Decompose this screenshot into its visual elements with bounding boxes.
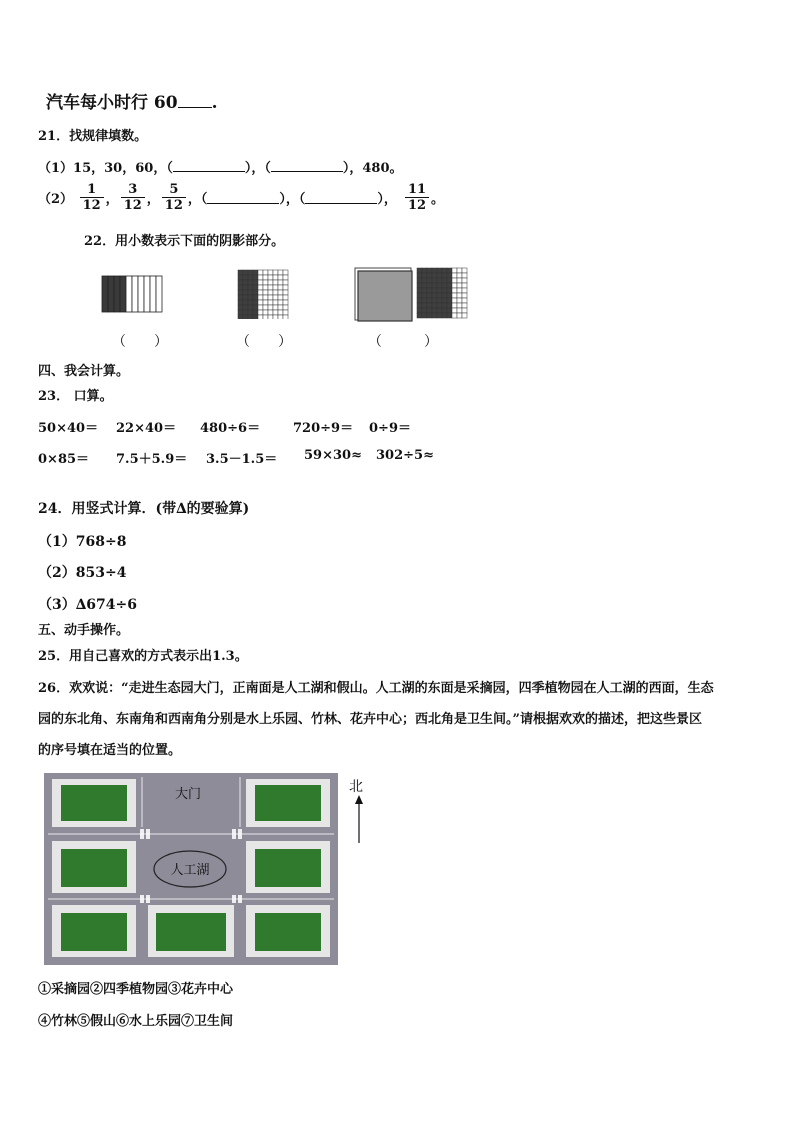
hundredth-cell: [258, 270, 263, 275]
hundredth-cell: [427, 298, 432, 303]
hundredth-cell: [437, 273, 442, 278]
hundredth-cell: [238, 280, 243, 285]
hundredth-cell: [457, 298, 462, 303]
hundredth-cell: [278, 310, 283, 315]
hundredth-cell: [452, 298, 457, 303]
hundredths-grid-figure: [237, 269, 289, 319]
hundredth-cell: [283, 270, 288, 275]
hundredth-cell: [273, 305, 278, 310]
q21-title: 21．找规律填数。: [38, 129, 148, 144]
hundredth-cell: [283, 305, 288, 310]
hundredth-cell: [273, 290, 278, 295]
tenth-cell: [150, 276, 156, 312]
paren-separator: ），（: [279, 192, 306, 207]
hundredth-cell: [462, 278, 467, 283]
hundredth-cell: [437, 293, 442, 298]
hundredth-cell: [422, 303, 427, 308]
tenth-cell: [126, 276, 132, 312]
hundredth-cell: [258, 305, 263, 310]
hundredth-cell: [268, 285, 273, 290]
answer-blank[interactable]: [173, 159, 245, 172]
q22-answer-3[interactable]: （ ）: [368, 334, 438, 350]
hundredth-cell: [268, 315, 273, 319]
hundredth-cell: [427, 293, 432, 298]
hundredth-cell: [427, 313, 432, 318]
hundredth-cell: [273, 270, 278, 275]
hundredth-cell: [238, 285, 243, 290]
tenth-cell: [120, 276, 126, 312]
hundredth-cell: [273, 295, 278, 300]
hundredth-cell: [432, 278, 437, 283]
hundredth-cell: [457, 268, 462, 273]
hundredth-cell: [243, 270, 248, 275]
hundredth-cell: [432, 303, 437, 308]
hundredth-cell: [268, 310, 273, 315]
q20-tail: [46, 88, 218, 113]
hundredth-cell: [447, 283, 452, 288]
hundredth-cell: [427, 268, 432, 273]
hundredth-cell: [437, 298, 442, 303]
hundredth-cell: [442, 278, 447, 283]
q24-item-3: （3）∆674÷6: [38, 597, 137, 613]
hundredth-cell: [462, 303, 467, 308]
hundredth-cell: [442, 293, 447, 298]
q21-part1: [38, 157, 403, 176]
hundredth-cell: [278, 285, 283, 290]
hundredth-cell: [442, 283, 447, 288]
hundredth-cell: [427, 288, 432, 293]
hundredth-cell: [248, 285, 253, 290]
hundredth-cell: [452, 303, 457, 308]
park-block-west[interactable]: [52, 841, 136, 893]
hundredth-cell: [268, 300, 273, 305]
hundredth-cell: [417, 313, 422, 318]
oral-calc-item: 0×85＝: [38, 452, 90, 467]
option-rockery: ⑤假山: [77, 1014, 117, 1029]
hundredth-cell: [432, 273, 437, 278]
option-water-park: ⑥水上乐园: [116, 1014, 182, 1029]
hundredth-cell: [283, 285, 288, 290]
hundredth-cell: [457, 278, 462, 283]
hundredth-cell: [273, 285, 278, 290]
hundredth-cell: [437, 288, 442, 293]
hundredth-cell: [283, 310, 288, 315]
option-bamboo: ④竹林: [38, 1014, 78, 1029]
hundredth-cell: [248, 275, 253, 280]
hundredth-cell: [258, 290, 263, 295]
fraction: [162, 182, 186, 213]
hundredth-cell: [442, 303, 447, 308]
q21-part1-seq: 15，30，60，: [73, 161, 167, 176]
answer-blank[interactable]: [207, 191, 279, 204]
hundredth-cell: [442, 298, 447, 303]
hundredth-cell: [253, 295, 258, 300]
paren-separator: ），（: [244, 161, 271, 176]
hundredth-cell: [258, 280, 263, 285]
hundredth-cell: [462, 313, 467, 318]
hundredth-cell: [432, 283, 437, 288]
hundredth-cell: [253, 300, 258, 305]
hundredth-cell: [422, 268, 427, 273]
hundredth-cell: [452, 268, 457, 273]
answer-blank[interactable]: [271, 159, 343, 172]
hundredth-cell: [452, 273, 457, 278]
north-arrow-icon: [352, 795, 366, 845]
hundredth-cell: [283, 315, 288, 319]
hundredth-cell: [417, 288, 422, 293]
hundredth-cell: [452, 288, 457, 293]
park-block-east[interactable]: [246, 841, 330, 893]
hundredth-cell: [417, 268, 422, 273]
hundredth-cell: [263, 280, 268, 285]
gate-label: 大门: [174, 787, 202, 802]
hundredth-cell: [278, 270, 283, 275]
hundredth-cell: [258, 295, 263, 300]
hundredth-cell: [457, 288, 462, 293]
oral-calc-item: 720÷9＝: [293, 421, 354, 436]
tenth-cell: [114, 276, 120, 312]
hundredth-cell: [457, 273, 462, 278]
option-restroom: ⑦卫生间: [181, 1014, 234, 1029]
hundredth-cell: [253, 315, 258, 319]
hundredth-cell: [278, 275, 283, 280]
hundredth-cell: [268, 290, 273, 295]
hundredth-cell: [253, 275, 258, 280]
hundredth-cell: [457, 313, 462, 318]
hundredth-cell: [238, 305, 243, 310]
hundredth-cell: [248, 280, 253, 285]
q24-item-2: （2）853÷4: [38, 565, 127, 581]
hundredth-cell: [243, 315, 248, 319]
q21-part2-label: （2）: [38, 192, 74, 207]
hundredth-cell: [243, 300, 248, 305]
hundredth-cell: [278, 300, 283, 305]
hundredth-cell: [457, 308, 462, 313]
hundredth-cell: [462, 293, 467, 298]
hundredth-cell: [452, 313, 457, 318]
hundredth-cell: [248, 295, 253, 300]
q26-line-1: 26．欢欢说：“走进生态园大门，正南面是人工湖和假山。人工湖的东面是采摘园，四季植物园在人工湖的西面，生态: [38, 681, 714, 696]
hundredth-cell: [417, 283, 422, 288]
hundredth-cell: [447, 273, 452, 278]
hundredth-cell: [432, 313, 437, 318]
q26-options-row-1: [38, 978, 233, 997]
q21-part1-label: （1）: [38, 161, 74, 176]
hundredth-cell: [442, 268, 447, 273]
park-block-northeast[interactable]: [246, 779, 330, 827]
hundredth-cell: [447, 288, 452, 293]
q26-line-2: 园的东北角、东南角和西南角分别是水上乐园、竹林、花卉中心；西北角是卫生间。”请根据欢欢的描述，把这些景区: [38, 712, 702, 727]
hundredth-cell: [258, 315, 263, 319]
hundredth-cell: [248, 300, 253, 305]
fraction-numerator: 5: [162, 182, 186, 198]
hundredth-cell: [253, 310, 258, 315]
answer-blank[interactable]: [305, 191, 377, 204]
hundredth-cell: [437, 268, 442, 273]
hundredth-cell: [243, 285, 248, 290]
hundredth-cell: [273, 280, 278, 285]
q21-part2: （2） $\frac{1}{12}$ ， $\frac{3}{12}$ ， $\frac{5}{12}$ ，（ ），（ ）， $\frac{11}{12}$ 。: [38, 182, 445, 213]
hundredth-cell: [268, 295, 273, 300]
hundredth-cell: [447, 268, 452, 273]
park-block-south[interactable]: [148, 905, 234, 957]
option-four-seasons-garden: ②四季植物园: [90, 982, 169, 997]
hundredth-cell: [427, 273, 432, 278]
fraction: [80, 182, 104, 213]
hundredth-cell: [263, 285, 268, 290]
q23-title: 23． 口算。: [38, 389, 113, 404]
tenth-cell: [138, 276, 144, 312]
oral-calc-item: 50×40＝: [38, 421, 99, 436]
hundredth-cell: [452, 293, 457, 298]
hundredth-cell: [243, 275, 248, 280]
hundredth-cell: [417, 298, 422, 303]
hundredth-cell: [422, 298, 427, 303]
hundredth-cell: [283, 295, 288, 300]
hundredth-cell: [268, 305, 273, 310]
hundredth-cell: [427, 283, 432, 288]
hundredth-cell: [422, 308, 427, 313]
hundredth-cell: [238, 270, 243, 275]
hundredth-cell: [263, 295, 268, 300]
q26-line-3: 的序号填在适当的位置。: [38, 743, 182, 758]
hundredth-cell: [417, 273, 422, 278]
hundredth-cell: [263, 290, 268, 295]
hundredth-cell: [437, 278, 442, 283]
fraction-denominator: 12: [82, 198, 101, 213]
hundredth-cell: [442, 313, 447, 318]
hundredth-cell: [437, 308, 442, 313]
hundredth-cell: [447, 278, 452, 283]
hundredth-cell: [258, 310, 263, 315]
whole-plus-grid-figure: [353, 267, 471, 323]
hundredth-cell: [253, 290, 258, 295]
hundredth-cell: [273, 315, 278, 319]
hundredth-cell: [238, 290, 243, 295]
hundredth-cell: [432, 293, 437, 298]
hundredth-cell: [437, 303, 442, 308]
oral-calc-item: 302÷5≈: [376, 448, 434, 463]
hundredth-cell: [437, 313, 442, 318]
hundredth-cell: [253, 270, 258, 275]
hundredth-cell: [422, 288, 427, 293]
hundredth-cell: [273, 310, 278, 315]
hundredth-cell: [442, 308, 447, 313]
hundredth-cell: [462, 288, 467, 293]
fraction: [121, 182, 145, 213]
paren-open: ，（: [187, 192, 208, 207]
hundredth-cell: [238, 315, 243, 319]
hundredth-cell: [447, 293, 452, 298]
oral-calc-item: 480÷6＝: [200, 421, 261, 436]
hundredth-cell: [432, 308, 437, 313]
hundredth-cell: [278, 315, 283, 319]
hundredth-cell: [462, 283, 467, 288]
hundredth-cell: [462, 268, 467, 273]
hundredth-cell: [447, 303, 452, 308]
oral-calc-item: 3.5－1.5＝: [206, 452, 278, 467]
hundredth-cell: [422, 278, 427, 283]
oral-calc-item: 7.5＋5.9＝: [116, 452, 188, 467]
q26-options-row-2: [38, 1010, 233, 1029]
hundredth-cell: [248, 270, 253, 275]
tenth-cell: [102, 276, 108, 312]
hundredth-cell: [457, 303, 462, 308]
hundredth-cell: [283, 280, 288, 285]
tenth-cell: [144, 276, 150, 312]
hundredth-cell: [263, 300, 268, 305]
hundredth-cell: [462, 308, 467, 313]
whole-square-shaded: [358, 271, 412, 321]
oral-calc-item: 0÷9＝: [369, 421, 411, 436]
q24-title: 24．用竖式计算．(带∆的要验算): [38, 501, 250, 517]
hundredth-cell: [432, 288, 437, 293]
section-5-title: 五、动手操作。: [38, 623, 130, 638]
hundredth-cell: [457, 283, 462, 288]
q22-answer-1[interactable]: （ ）: [112, 334, 168, 350]
hundredth-cell: [253, 280, 258, 285]
paren-close: ），480。: [342, 161, 403, 176]
hundredth-cell: [243, 280, 248, 285]
hundredth-cell: [258, 300, 263, 305]
fraction-numerator: 11: [405, 182, 429, 198]
hundredth-cell: [248, 310, 253, 315]
hundredth-cell: [238, 300, 243, 305]
hundredth-cell: [442, 288, 447, 293]
hundredth-cell: [238, 310, 243, 315]
hundredth-cell: [283, 275, 288, 280]
hundredth-cell: [268, 280, 273, 285]
park-block-southwest[interactable]: [52, 905, 136, 957]
hundredth-cell: [273, 275, 278, 280]
option-flower-center: ③花卉中心: [168, 982, 234, 997]
hundredth-cell: [417, 278, 422, 283]
q20-text: 汽车每小时行 60: [46, 93, 178, 113]
hundredth-cell: [248, 315, 253, 319]
hundredth-cell: [417, 293, 422, 298]
paren-open: （: [166, 161, 173, 176]
tenth-cell: [156, 276, 162, 312]
hundredth-cell: [263, 275, 268, 280]
q20-suffix: .: [211, 93, 218, 113]
q20-blank[interactable]: [178, 93, 212, 108]
hundredth-cell: [427, 278, 432, 283]
paren-close: ），: [377, 192, 397, 207]
oral-calc-item: 59×30≈: [304, 448, 362, 463]
hundredth-cell: [268, 275, 273, 280]
hundredth-cell: [427, 303, 432, 308]
hundredth-cell: [278, 295, 283, 300]
hundredth-cell: [417, 303, 422, 308]
hundredth-cell: [238, 295, 243, 300]
hundredth-cell: [442, 273, 447, 278]
hundredth-cell: [263, 305, 268, 310]
hundredth-cell: [452, 278, 457, 283]
hundredth-cell: [462, 273, 467, 278]
north-label: 北: [349, 779, 363, 795]
fraction-denominator: 12: [164, 198, 183, 213]
q24-item-1: （1）768÷8: [38, 534, 127, 550]
hundredth-cell: [422, 313, 427, 318]
hundredth-cell: [253, 305, 258, 310]
fraction-denominator: 12: [407, 198, 427, 213]
park-block-southeast[interactable]: [246, 905, 330, 957]
hundredth-cell: [432, 268, 437, 273]
hundredth-cell: [248, 290, 253, 295]
hundredth-cell: [278, 290, 283, 295]
sentence-end: 。: [431, 192, 445, 207]
hundredth-cell: [278, 280, 283, 285]
hundredth-cell: [283, 290, 288, 295]
hundredth-cell: [422, 283, 427, 288]
hundredth-cell: [243, 305, 248, 310]
park-block-northwest[interactable]: [52, 779, 136, 827]
fraction: [405, 182, 429, 213]
hundredth-cell: [268, 270, 273, 275]
hundredth-cell: [432, 298, 437, 303]
q25-title: 25．用自己喜欢的方式表示出1.3。: [38, 649, 248, 664]
hundredth-cell: [258, 285, 263, 290]
park-map: [44, 773, 338, 965]
hundredth-cell: [462, 298, 467, 303]
hundredth-cell: [447, 308, 452, 313]
hundredth-cell: [422, 273, 427, 278]
hundredth-cell: [248, 305, 253, 310]
lake-label: 人工湖: [170, 863, 210, 878]
hundredth-cell: [243, 290, 248, 295]
option-picking-garden: ①采摘园: [38, 982, 91, 997]
hundredth-cell: [253, 285, 258, 290]
hundredth-cell: [437, 283, 442, 288]
hundredth-cell: [258, 275, 263, 280]
fraction-numerator: 3: [121, 182, 145, 198]
tenths-bar-figure: [101, 275, 163, 313]
tenth-cell: [132, 276, 138, 312]
hundredth-cell: [447, 298, 452, 303]
hundredth-cell: [427, 308, 432, 313]
fraction-numerator: 1: [80, 182, 104, 198]
hundredth-cell: [283, 300, 288, 305]
hundredth-cell: [243, 310, 248, 315]
fraction-denominator: 12: [123, 198, 142, 213]
hundredth-cell: [447, 313, 452, 318]
section-4-title: 四、我会计算。: [38, 364, 130, 379]
hundredth-cell: [263, 310, 268, 315]
hundredth-cell: [263, 315, 268, 319]
q22-title: 22．用小数表示下面的阴影部分。: [84, 234, 285, 249]
hundredth-cell: [238, 275, 243, 280]
hundredth-cell: [452, 308, 457, 313]
hundredth-cell: [273, 300, 278, 305]
hundredth-cell: [278, 305, 283, 310]
hundredth-cell: [263, 270, 268, 275]
oral-calc-item: 22×40＝: [116, 421, 177, 436]
tenth-cell: [108, 276, 114, 312]
hundredth-cell: [452, 283, 457, 288]
q22-answer-2[interactable]: （ ）: [236, 334, 292, 350]
hundredth-cell: [243, 295, 248, 300]
hundredth-cell: [417, 308, 422, 313]
hundredth-cell: [457, 293, 462, 298]
hundredth-cell: [422, 293, 427, 298]
